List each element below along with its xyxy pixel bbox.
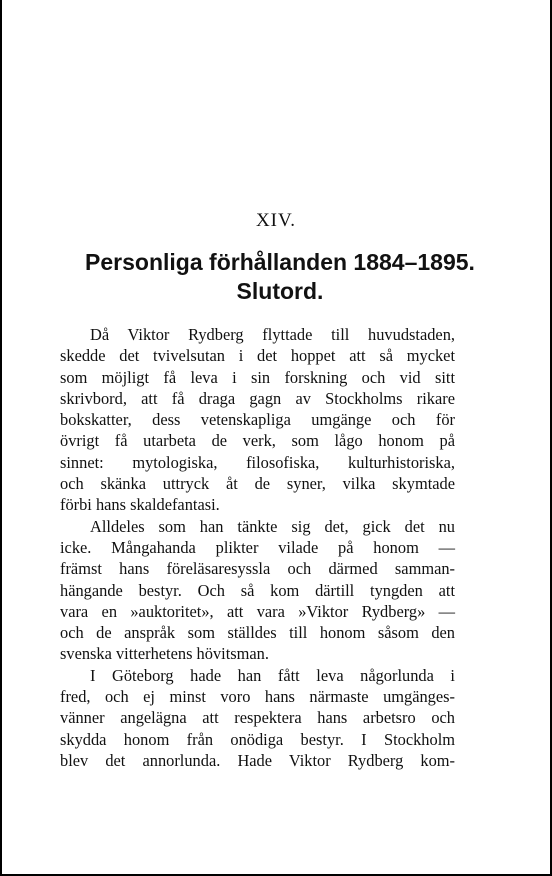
chapter-title (40, 248, 520, 306)
text-line: som möjligt få leva i sin forskning och vid sitt (60, 367, 455, 387)
text-line: icke. Mångahanda plikter vilade på honom — (60, 537, 455, 557)
text-line: fred, och ej minst voro hans närmaste umgänges- (60, 687, 455, 707)
text-line: svenska vitterhetens hövitsman. (60, 644, 269, 664)
text-line: vara en »auktoritet», att vara »Viktor Rydberg» — (60, 601, 455, 621)
chapter-number: XIV. (255, 210, 297, 231)
chapter-title-line: Personliga förhållanden 1884–1895. (85, 249, 475, 275)
text-line: främst hans föreläsaresyssla och därmed samman- (60, 559, 455, 579)
text-line: förbi hans skaldefantasi. (60, 495, 220, 515)
text-line: övrigt få utarbeta de verk, som lågo honom på (60, 431, 455, 451)
text-line: I Göteborg hade han fått leva någorlunda i (90, 665, 455, 685)
text-line: vänner angelägna att respektera hans arbetsro och (60, 708, 455, 728)
text-line: och de anspråk som ställdes till honom såsom den (60, 623, 455, 643)
text-line: Då Viktor Rydberg flyttade till huvudstaden, (90, 325, 455, 344)
chapter-title-line: Slutord. (236, 278, 324, 304)
text-line: skydda honom från onödiga bestyr. I Stockholm (60, 729, 455, 749)
text-line: Alldeles som han tänkte sig det, gick det nu (90, 516, 455, 536)
page-left-border (0, 0, 2, 876)
text-line: skedde det tvivelsutan i det hoppet att så mycket (60, 346, 455, 366)
text-line: skrivbord, att få draga gagn av Stockholms rikare (60, 388, 455, 408)
text-line: bokskatter, dess vetenskapliga umgänge och för (60, 410, 455, 430)
text-line: blev det annorlunda. Hade Viktor Rydberg kom- (60, 750, 455, 770)
text-line: sinnet: mytologiska, filosofiska, kulturhistoriska, (60, 452, 455, 472)
text-line: och skänka uttryck åt de syner, vilka skymtade (60, 474, 455, 494)
body-text (60, 324, 455, 771)
text-line: hängande bestyr. Och så kom därtill tyngden att (60, 580, 455, 600)
